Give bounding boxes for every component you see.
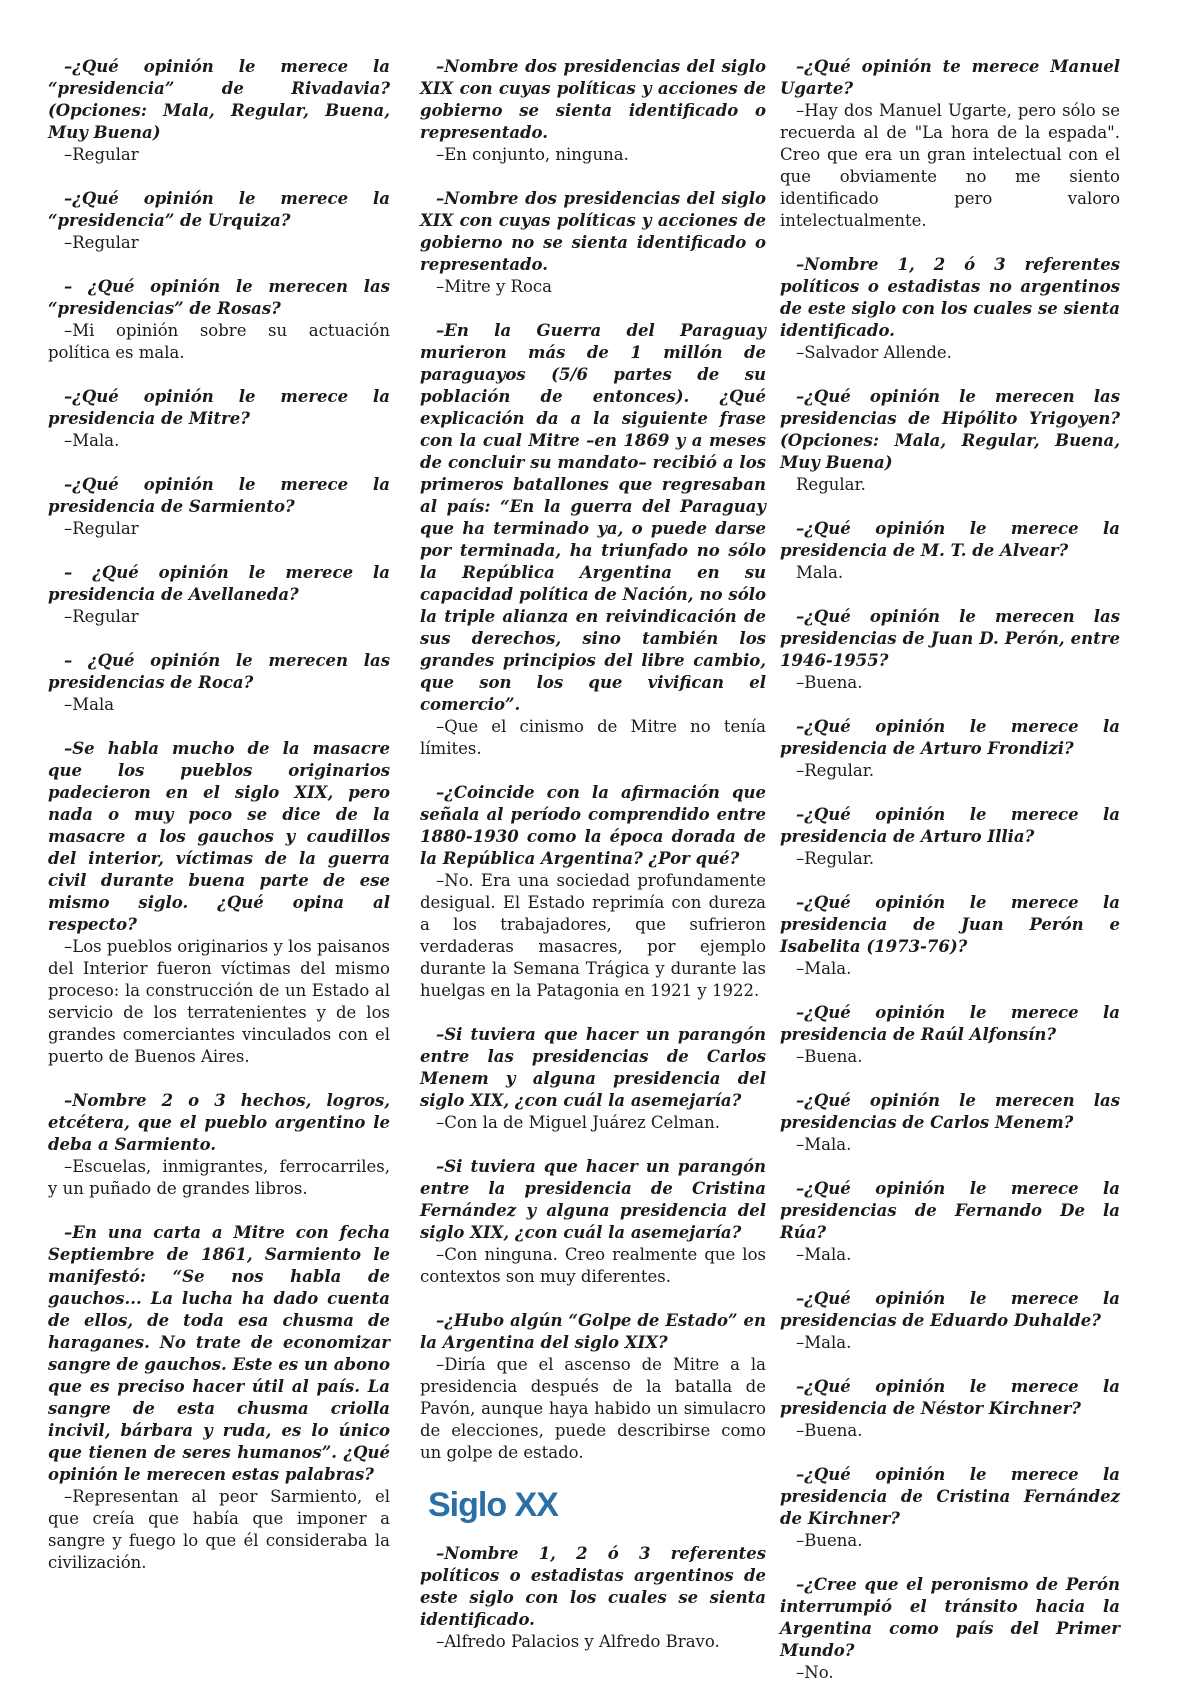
interview-item [420,188,766,298]
answer: –No. Era una sociedad profundamente desigual. El Estado reprimía con dureza a los trabajadores, que sufrieron verdaderas masacres, por ejemplo durante la Semana Trágica y durante las huelgas en la Patagonia en 1921 y 1922. [420,871,766,1000]
answer: –Mi opinión sobre su actuación política es mala. [48,321,390,362]
interview-item [48,650,390,716]
question: –¿Qué opinión le merecen las presidencias de Carlos Menem? [780,1091,1120,1132]
interview-item [420,1024,766,1134]
question: – ¿Qué opinión le merecen las presidencias de Roca? [48,651,390,692]
interview-item [780,386,1120,496]
interview-item [780,1574,1120,1684]
question: –¿Qué opinión le merece la presidencia de Sarmiento? [48,475,390,516]
answer: –Con la de Miguel Juárez Celman. [436,1113,720,1132]
interview-item [780,716,1120,782]
interview-item [48,386,390,452]
question: –Nombre dos presidencias del siglo XIX con cuyas políticas y acciones de gobierno se sienta identificado o representado. [420,57,766,142]
answer: –Buena. [796,1531,863,1550]
interview-item [48,56,390,166]
interview-item [48,1222,390,1574]
answer: –Mala. [796,1333,852,1352]
interview-item [780,1178,1120,1266]
interview-item [420,782,766,1002]
question: –Si tuviera que hacer un parangón entre la presidencia de Cristina Fernández y alguna presidencia del siglo XIX, ¿con cuál la asemejaría? [420,1157,766,1242]
question: –¿Qué opinión le merece la presidencia de Mitre? [48,387,390,428]
interview-item [780,518,1120,584]
interview-item [780,606,1120,694]
interview-item [48,738,390,1068]
interview-item [780,56,1120,232]
question: –¿Qué opinión le merecen las presidencias de Hipólito Yrigoyen? (Opciones: Mala, Regular, Buena, Muy Buena) [780,387,1120,472]
question: –En la Guerra del Paraguay murieron más de 1 millón de paraguayos (5/6 partes de su población de entonces). ¿Qué explicación da a la siguiente frase con la cual Mitre –en 1869 y a meses de concluir su mandato– recibió a los primeros batallones que regresaban al país: “En la guerra del Paraguay que ha terminado ya, o puede darse por terminada, ha triunfado no sólo la República Argentina en su capacidad política de Nación, no sólo la triple alianza en reivindicación de sus derechos, sino también los grandes principios del libre cambio, que son los que vivifican el comercio”. [420,321,766,714]
question: –¿Qué opinión le merece la “presidencia” de Urquiza? [48,189,390,230]
answer: Regular. [796,475,866,494]
question: – ¿Qué opinión le merecen las “presidencias” de Rosas? [48,277,390,318]
answer: –Buena. [796,1421,863,1440]
interview-item [780,1464,1120,1552]
answer: –Mala [64,695,115,714]
answer: –Escuelas, inmigrantes, ferrocarriles, y un puñado de grandes libros. [48,1157,390,1198]
question: –Nombre 1, 2 ó 3 referentes políticos o estadistas argentinos de este siglo con los cuales se sienta identificado. [420,1544,766,1629]
answer: –En conjunto, ninguna. [436,145,629,164]
question: –Nombre 1, 2 ó 3 referentes políticos o estadistas no argentinos de este siglo con los cuales se sienta identificado. [780,255,1120,340]
interview-item [780,254,1120,364]
question: –Se habla mucho de la masacre que los pueblos originarios padecieron en el siglo XIX, pero nada o muy poco se dice de la masacre a los gauchos y caudillos del interior, víctimas de la guerra civil durante buena parte de ese mismo siglo. ¿Qué opina al respecto? [48,739,390,934]
question: –¿Qué opinión le merece la presidencia de Raúl Alfonsín? [780,1003,1120,1044]
interview-item [48,188,390,254]
interview-item [48,1090,390,1200]
answer: –Buena. [796,673,863,692]
question: –¿Qué opinión le merece la presidencias de Fernando De la Rúa? [780,1179,1120,1242]
interview-item [780,892,1120,980]
interview-item [420,1543,766,1653]
answer: –Que el cinismo de Mitre no tenía límites. [420,717,766,758]
answer: –Mala. [796,1245,852,1264]
question: –¿Qué opinión le merece la presidencia de Néstor Kirchner? [780,1377,1120,1418]
column-2 [420,56,766,1675]
interview-item [780,1090,1120,1156]
interview-item [420,1310,766,1464]
question: –¿Qué opinión te merece Manuel Ugarte? [780,57,1120,98]
answer: –Representan al peor Sarmiento, el que creía que había que imponer a sangre y fuego lo que él consideraba la civilización. [48,1487,390,1572]
answer: –Regular [64,233,139,252]
interview-item [420,56,766,166]
answer: –Mala. [796,1135,852,1154]
answer: –Salvador Allende. [796,343,952,362]
question: –Nombre 2 o 3 hechos, logros, etcétera, que el pueblo argentino le deba a Sarmiento. [48,1091,390,1154]
answer: –Regular. [796,761,875,780]
question: –¿Qué opinión le merece la presidencia de Cristina Fernández de Kirchner? [780,1465,1120,1528]
question: –En una carta a Mitre con fecha Septiembre de 1861, Sarmiento le manifestó: “Se nos habla de gauchos... La lucha ha dado cuenta de ellos, de toda esa chusma de haraganes. No trate de economizar sangre de gauchos. Este es un abono que es preciso hacer útil al país. La sangre de esta chusma criolla incivil, bárbara y ruda, es lo único que tienen de seres humanos”. ¿Qué opinión le merecen estas palabras? [48,1223,390,1484]
interview-item [420,1156,766,1288]
question: –¿Hubo algún “Golpe de Estado” en la Argentina del siglo XIX? [420,1311,766,1352]
answer: Mala. [796,563,844,582]
answer: –Con ninguna. Creo realmente que los contextos son muy diferentes. [420,1245,766,1286]
answer: –No. [796,1663,834,1682]
column-1 [48,56,390,1596]
question: –¿Qué opinión le merecen las presidencias de Juan D. Perón, entre 1946-1955? [780,607,1120,670]
interview-item [780,1002,1120,1068]
answer: –Regular [64,145,139,164]
interview-item [780,804,1120,870]
answer: –Mala. [64,431,120,450]
answer: –Regular. [796,849,875,868]
interview-item [48,276,390,364]
question: –¿Coincide con la afirmación que señala al período comprendido entre 1880-1930 como la época dorada de la República Argentina? ¿Por qué? [420,783,766,868]
interview-item [780,1288,1120,1354]
question: –¿Qué opinión le merece la presidencia de M. T. de Alvear? [780,519,1120,560]
question: –Nombre dos presidencias del siglo XIX con cuyas políticas y acciones de gobierno no se sienta identificado o representado. [420,189,766,274]
answer: –Los pueblos originarios y los paisanos del Interior fueron víctimas del mismo proceso: la construcción de un Estado al servicio de los terratenientes y de los grandes comerciantes vinculados con el puerto de Buenos Aires. [48,937,391,1066]
answer: –Alfredo Palacios y Alfredo Bravo. [436,1632,720,1651]
column-3 [780,56,1120,1706]
answer: –Regular [64,607,139,626]
answer: –Diría que el ascenso de Mitre a la presidencia después de la batalla de Pavón, aunque haya habido un simulacro de elecciones, puede describirse como un golpe de estado. [420,1355,766,1462]
question: –¿Qué opinión le merece la presidencias de Eduardo Duhalde? [780,1289,1120,1330]
section-title: Siglo XX [428,1486,558,1524]
interview-item [48,562,390,628]
question: –Si tuviera que hacer un parangón entre las presidencias de Carlos Menem y alguna presidencia del siglo XIX, ¿con cuál la asemejaría? [420,1025,766,1110]
answer: –Mitre y Roca [436,277,552,296]
question: – ¿Qué opinión le merece la presidencia de Avellaneda? [48,563,390,604]
interview-item [420,320,766,760]
question: –¿Qué opinión le merece la presidencia de Arturo Illia? [780,805,1120,846]
question: –¿Qué opinión le merece la presidencia de Juan Perón e Isabelita (1973-76)? [780,893,1120,956]
answer: –Buena. [796,1047,863,1066]
answer: –Regular [64,519,139,538]
interview-item [780,1376,1120,1442]
question: –¿Qué opinión le merece la “presidencia” de Rivadavia? (Opciones: Mala, Regular, Buena, Muy Buena) [48,57,390,142]
answer: –Mala. [796,959,852,978]
interview-item [48,474,390,540]
answer: –Hay dos Manuel Ugarte, pero sólo se recuerda al de "La hora de la espada". Creo que era un gran intelectual con el que obviamente no me siento identificado pero valoro intelectualmente. [780,101,1120,230]
question: –¿Cree que el peronismo de Perón interrumpió el tránsito hacia la Argentina como país del Primer Mundo? [780,1575,1120,1660]
question: –¿Qué opinión le merece la presidencia de Arturo Frondizi? [780,717,1120,758]
